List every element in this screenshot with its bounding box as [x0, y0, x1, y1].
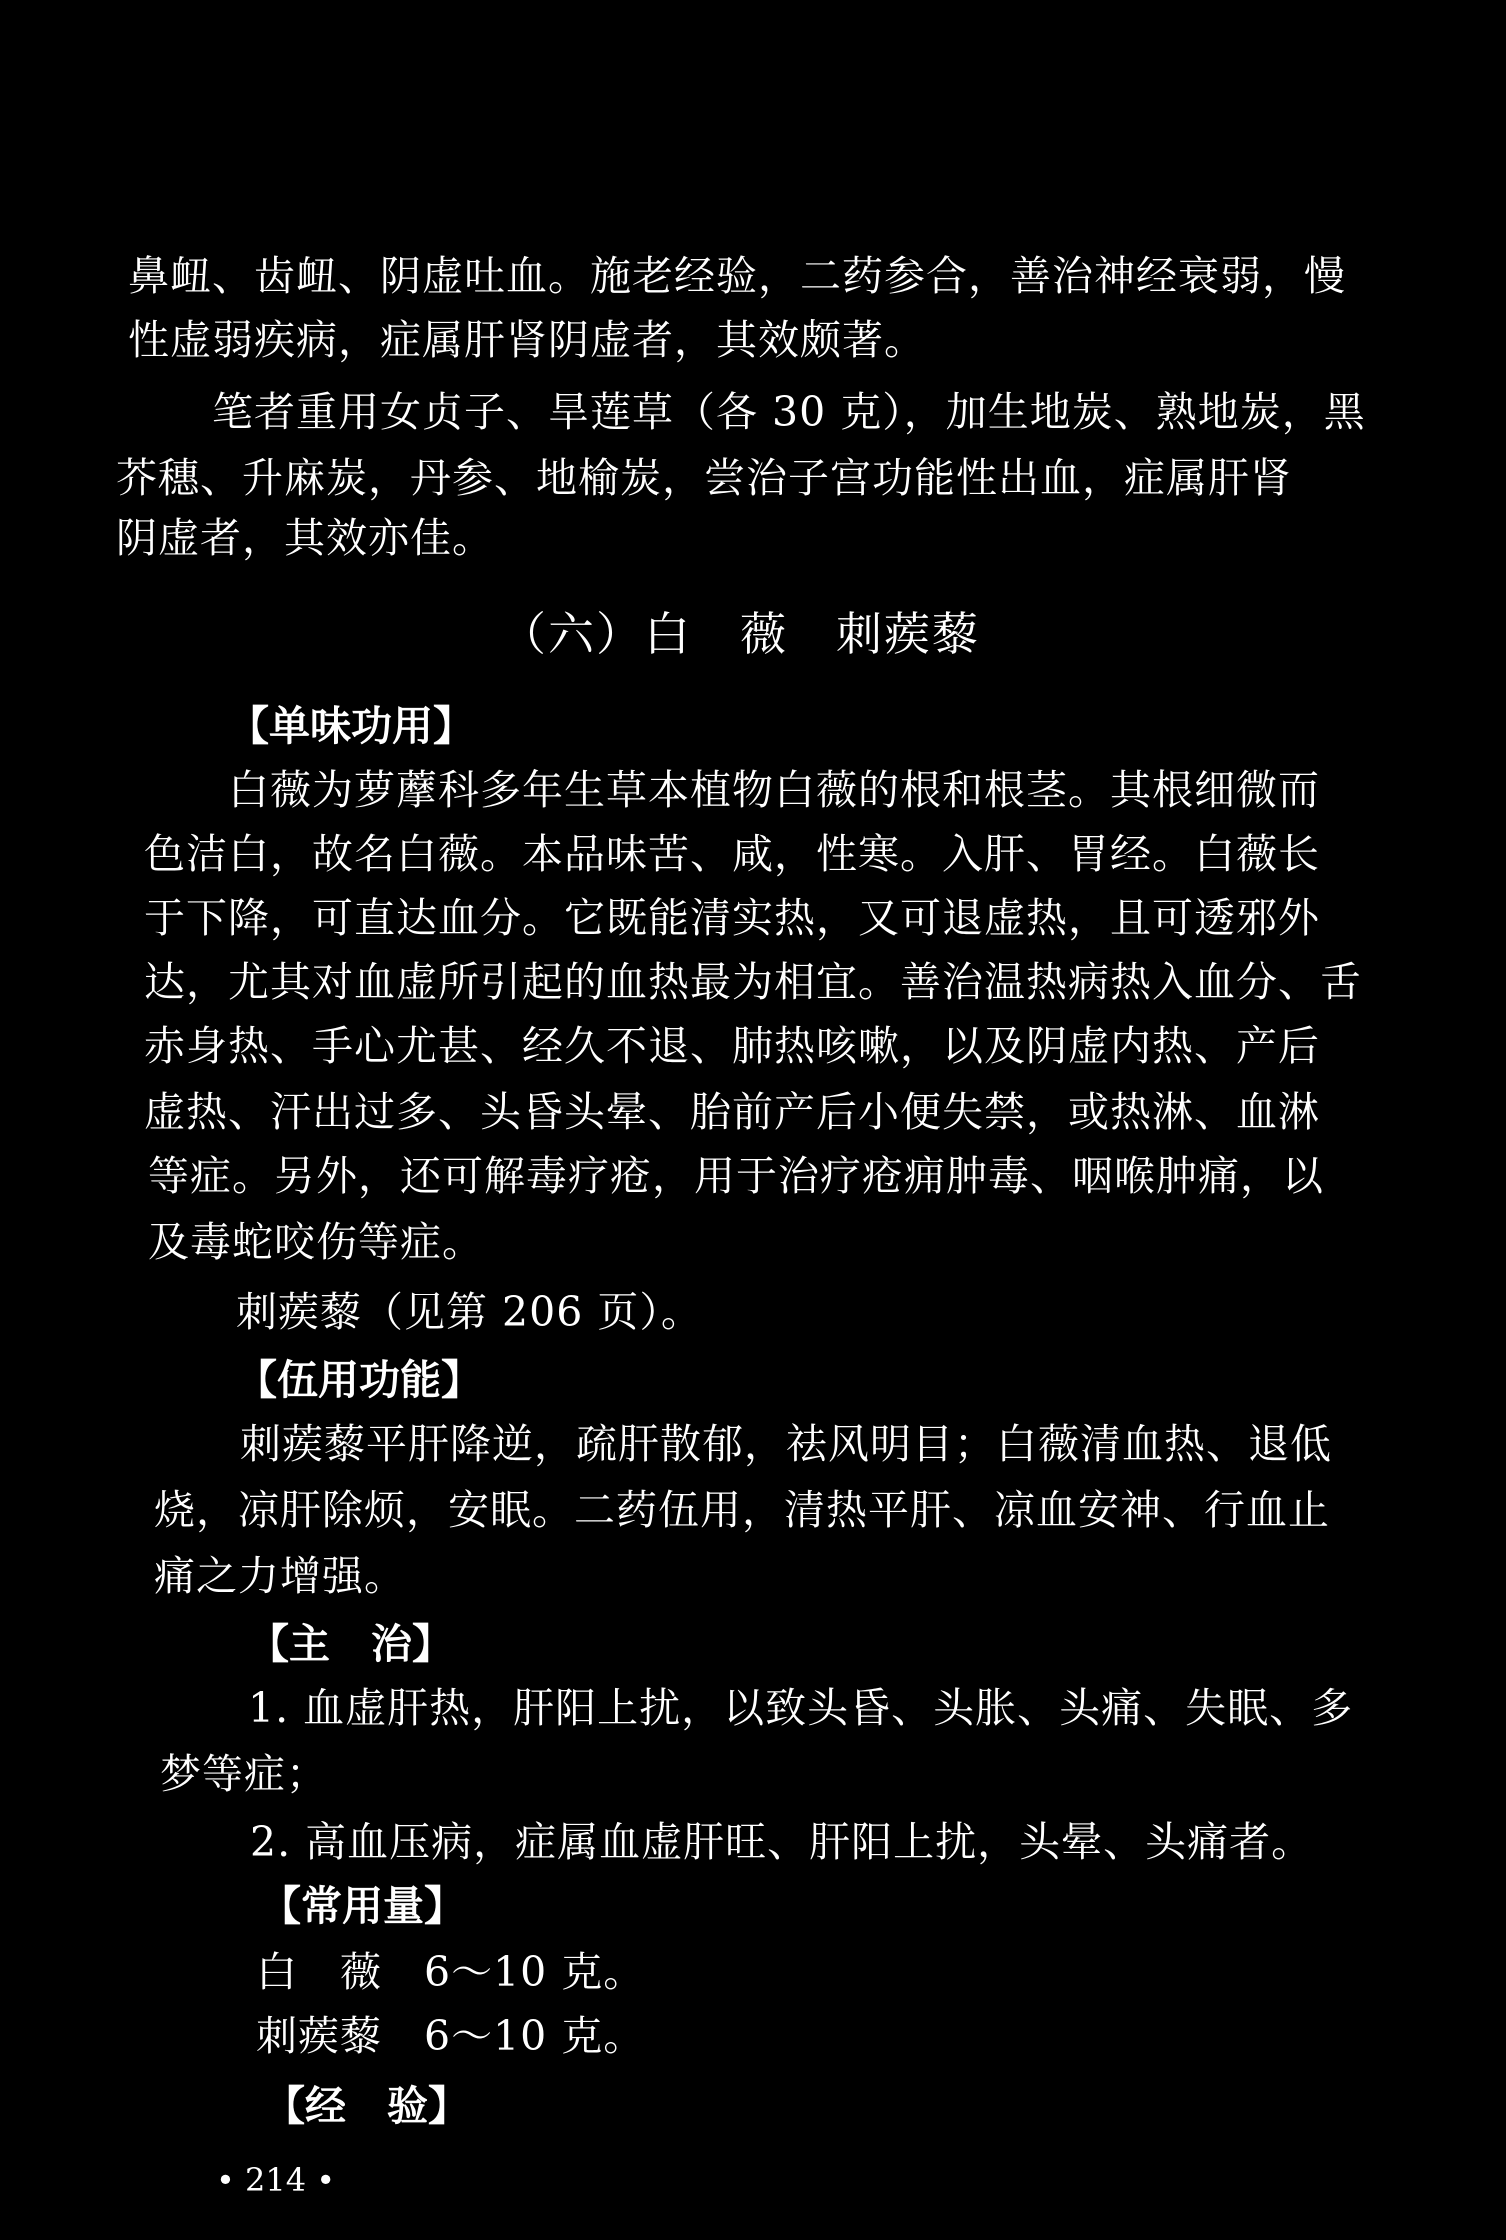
single-use-line-1: 白薇为萝藦科多年生草本植物白薇的根和根茎。其根细微而	[228, 766, 1320, 814]
single-use-line-7: 等症。另外，还可解毒疗疮，用于治疗疮痈肿毒、咽喉肿痛，以	[148, 1152, 1324, 1200]
indications-label: 【主 治】	[248, 1620, 453, 1668]
combined-use-label: 【伍用功能】	[236, 1356, 482, 1404]
indications-line-1: 1. 血虚肝热，肝阳上扰，以致头昏、头胀、头痛、失眠、多	[248, 1684, 1354, 1732]
single-use-line-9: 刺蒺藜（见第 206 页）。	[236, 1288, 703, 1336]
single-use-line-8: 及毒蛇咬伤等症。	[148, 1218, 484, 1266]
experience-label: 【经 验】	[264, 2082, 469, 2130]
single-use-line-3: 于下降，可直达血分。它既能清实热，又可退虚热，且可透邪外	[144, 894, 1320, 942]
intro-line-2: 性虚弱疾病，症属肝肾阴虚者，其效颇著。	[128, 316, 926, 364]
intro-line-4: 芥穗、升麻炭，丹参、地榆炭，尝治子宫功能性出血，症属肝肾	[116, 454, 1292, 502]
intro-line-5: 阴虚者，其效亦佳。	[116, 514, 494, 562]
indications-line-2: 梦等症；	[160, 1750, 328, 1798]
dosage-line-1: 白 薇 6～10 克。	[256, 1948, 646, 1996]
single-use-line-4: 达，尤其对血虚所引起的血热最为相宜。善治温热病热入血分、舌	[144, 958, 1362, 1006]
single-use-line-2: 色洁白，故名白薇。本品味苦、咸，性寒。入肝、胃经。白薇长	[144, 830, 1320, 878]
single-use-line-6: 虚热、汗出过多、头昏头晕、胎前产后小便失禁，或热淋、血淋	[144, 1088, 1320, 1136]
intro-line-1: 鼻衄、齿衄、阴虚吐血。施老经验，二药参合，善治神经衰弱，慢	[128, 252, 1346, 300]
dosage-label: 【常用量】	[260, 1882, 465, 1930]
page-number: • 214 •	[216, 2161, 336, 2199]
section-title: （六）白 薇 刺蒺藜	[500, 607, 980, 661]
single-use-line-5: 赤身热、手心尤甚、经久不退、肺热咳嗽，以及阴虚内热、产后	[144, 1022, 1320, 1070]
dosage-line-2: 刺蒺藜 6～10 克。	[256, 2012, 646, 2060]
combined-use-line-3: 痛之力增强。	[154, 1552, 406, 1600]
combined-use-line-2: 烧，凉肝除烦，安眠。二药伍用，清热平肝、凉血安神、行血止	[154, 1486, 1330, 1534]
indications-line-3: 2. 高血压病，症属血虚肝旺、肝阳上扰，头晕、头痛者。	[250, 1818, 1314, 1866]
single-use-label: 【单味功用】	[228, 702, 474, 750]
combined-use-line-1: 刺蒺藜平肝降逆，疏肝散郁，祛风明目；白薇清血热、退低	[240, 1420, 1332, 1468]
intro-line-3: 笔者重用女贞子、旱莲草（各 30 克），加生地炭、熟地炭，黑	[212, 388, 1366, 436]
